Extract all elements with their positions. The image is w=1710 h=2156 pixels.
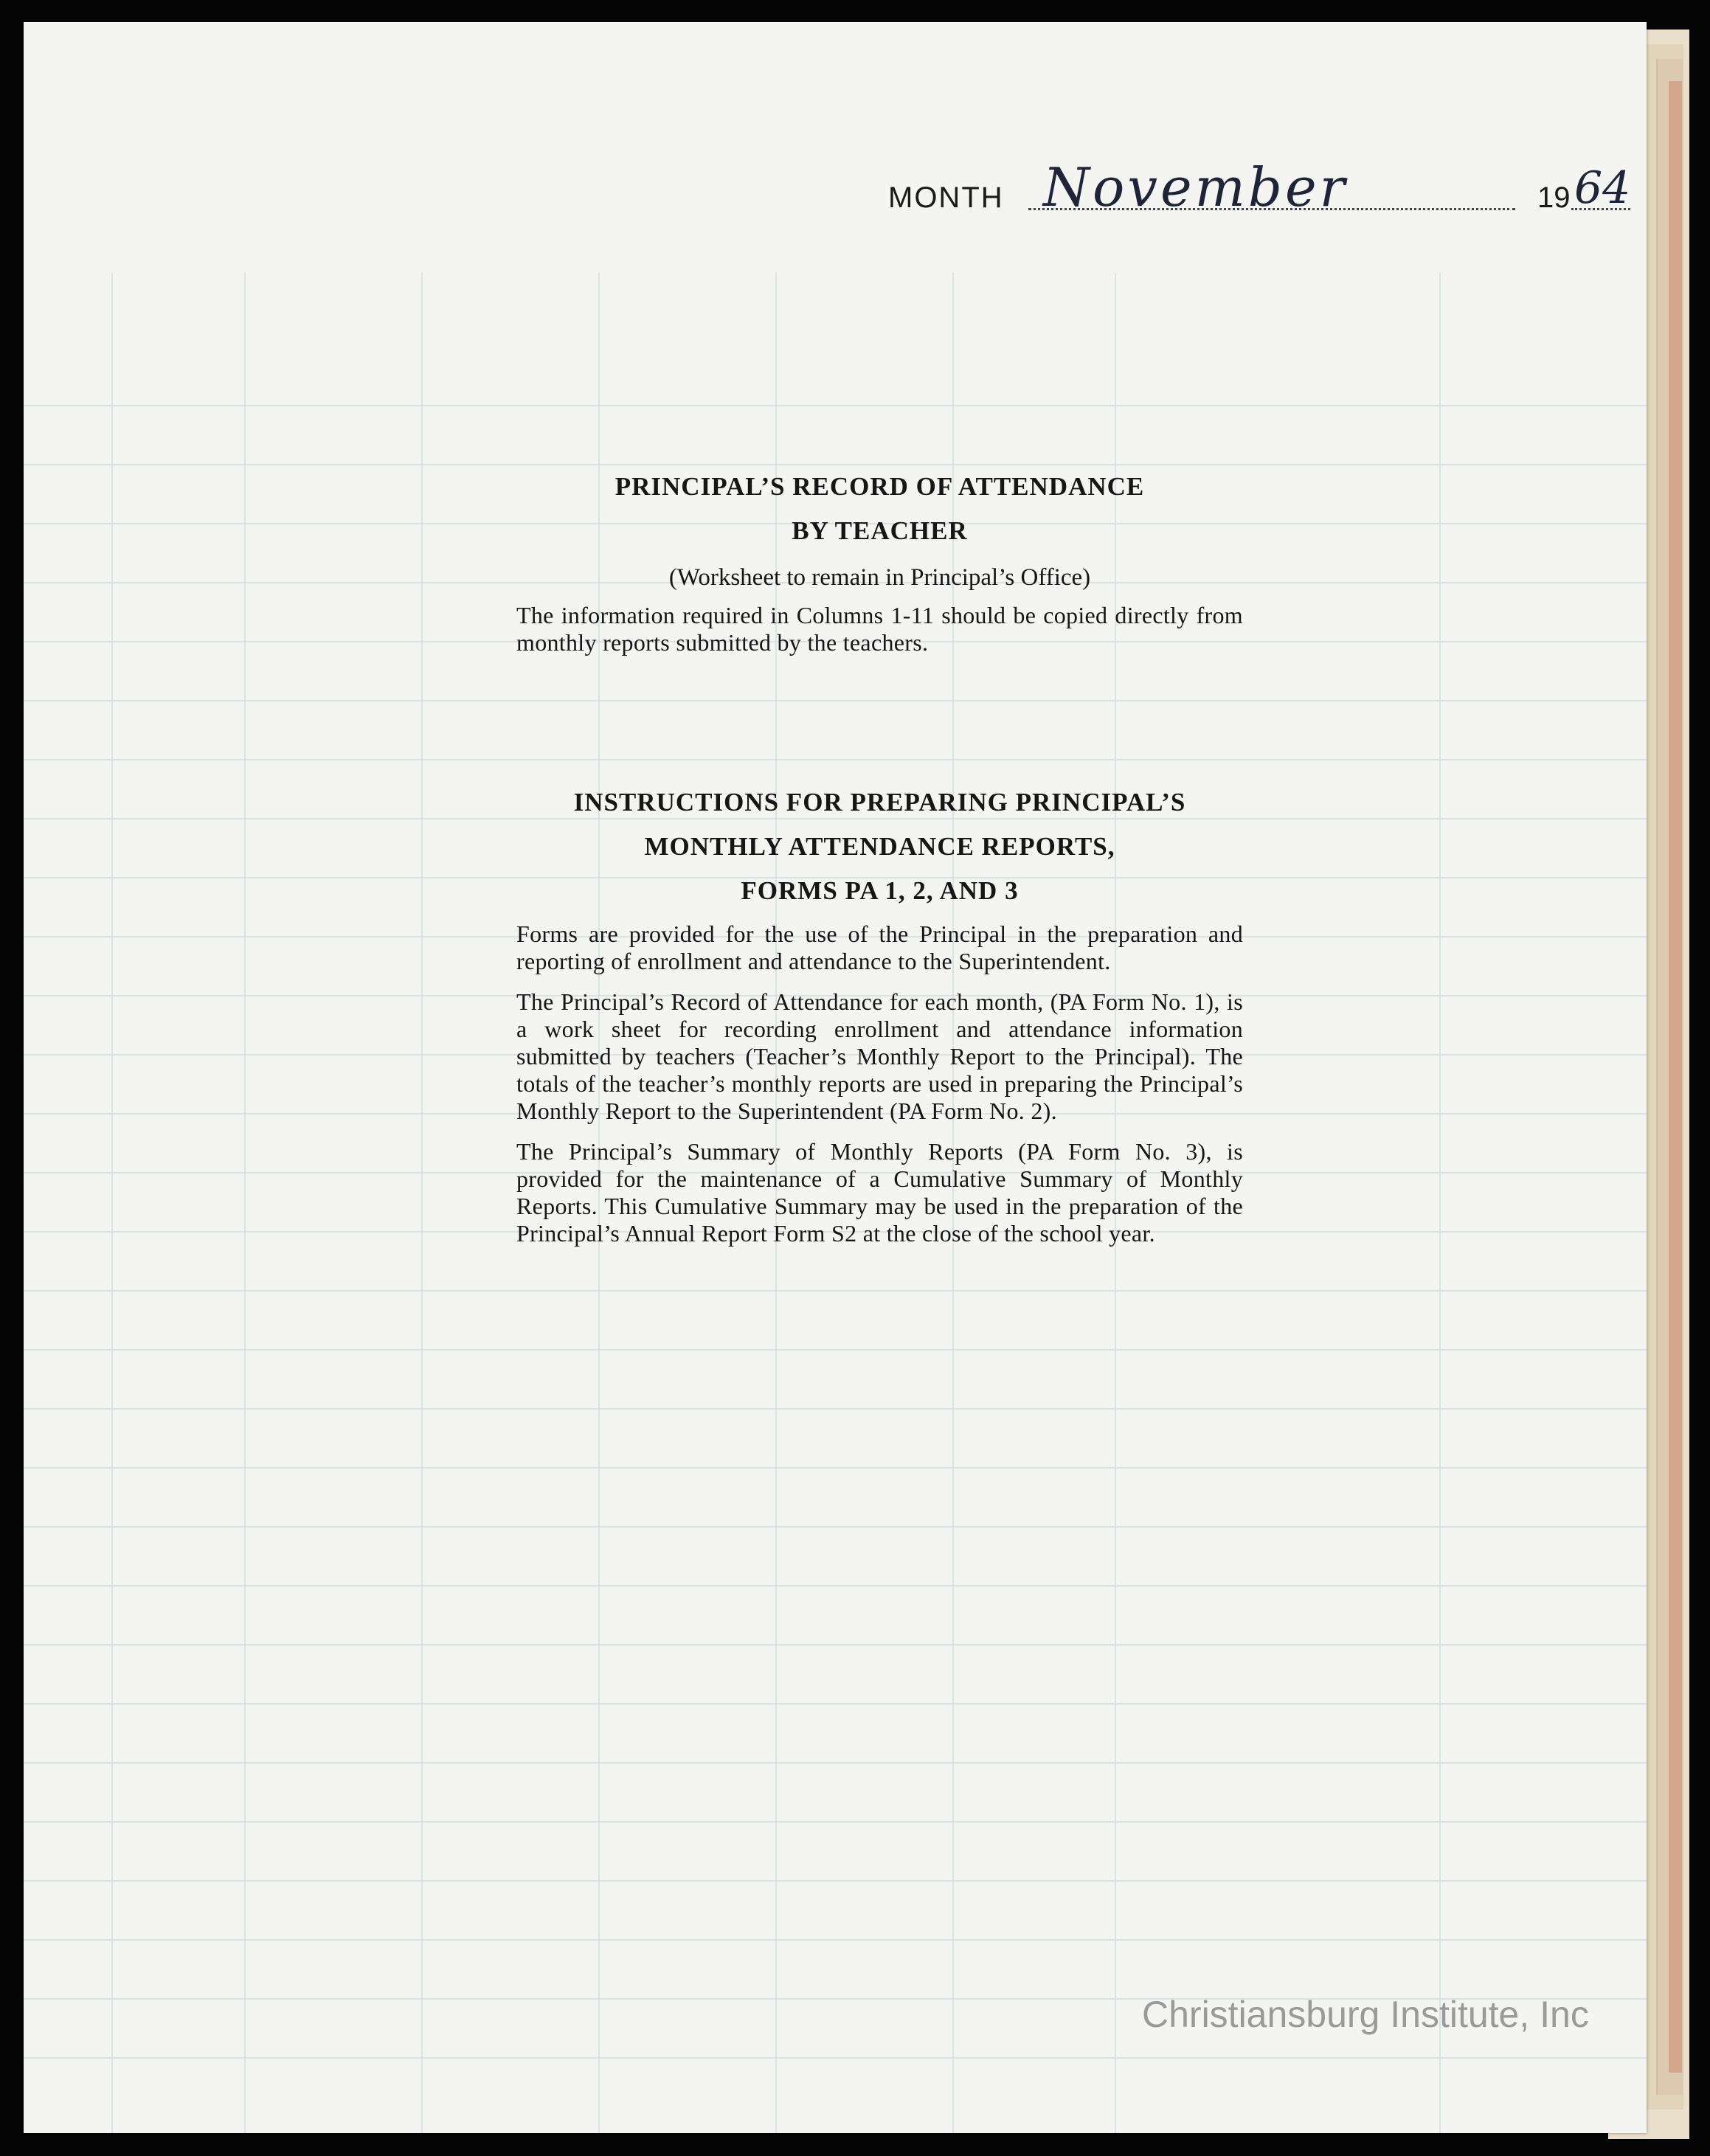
back-sheet-edge xyxy=(1669,81,1682,2073)
year-handwritten-value: 64 xyxy=(1574,162,1631,214)
watermark: Christiansburg Institute, Inc xyxy=(1142,1994,1589,2035)
section-gap xyxy=(516,670,1243,780)
section1-title-line1: PRINCIPAL’S RECORD OF ATTENDANCE xyxy=(615,472,1145,501)
section1-title-line2: BY TEACHER xyxy=(792,516,968,545)
section2-title-line3: FORMS PA 1, 2, AND 3 xyxy=(741,876,1019,905)
month-year-line xyxy=(888,155,1641,221)
month-label: MONTH xyxy=(888,181,1004,214)
section2-paragraph-3: The Principal’s Summary of Monthly Reports (PA Form No. 3), is provided for the maintenance of a Cumulative Summary of Monthly Reports. This Cumulative Summary may be used in the preparation of the Principal’s Annual Report Form S2 at the close of the school year. xyxy=(516,1138,1243,1247)
document-page xyxy=(24,22,1647,2133)
section2-paragraph-2: The Principal’s Record of Attendance for each month, (PA Form No. 1), is a work sheet for recording enrollment and attendance information submitted by teachers (Teacher’s Monthly Report to the Principal). The totals of the teacher’s monthly reports are used in preparing the Principal’s Monthly Report to the Superintendent (PA Form No. 2). xyxy=(516,988,1243,1124)
section1-subtitle: (Worksheet to remain in Principal’s Office) xyxy=(668,564,1091,591)
month-handwritten-value: November xyxy=(1043,156,1349,218)
section2-title-line1: INSTRUCTIONS FOR PREPARING PRINCIPAL’S xyxy=(573,788,1186,817)
year-prefix: 19 xyxy=(1537,181,1571,214)
section2-paragraph-1: Forms are provided for the use of the Principal in the preparation and reporting of enrollment and attendance to the Superintendent. xyxy=(516,921,1243,974)
section1-paragraph: The information required in Columns 1-11 should be copied directly from monthly reports submitted by the teachers. xyxy=(516,602,1243,656)
section2-title-line2: MONTHLY ATTENDANCE REPORTS, xyxy=(644,832,1115,861)
instructions-content xyxy=(516,465,1243,1261)
